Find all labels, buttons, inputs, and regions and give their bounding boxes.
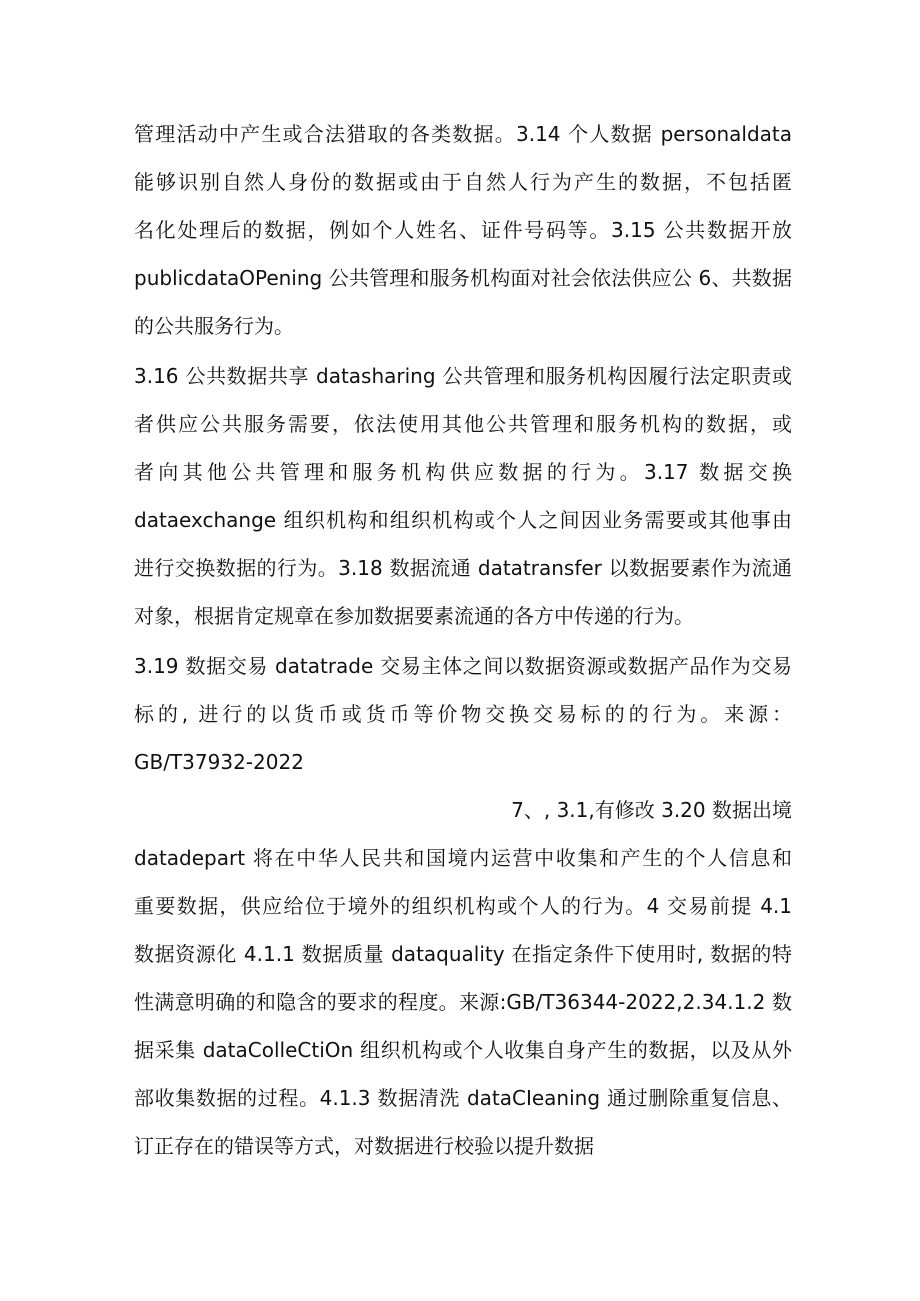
text-line-21: 部收集数据的过程。4.1.3 数据清洗 dataCIeaning 通过删除重复信息、	[134, 1086, 792, 1110]
text-line-4: publicdataOPening 公共管理和服务机构面对社会依法供应公 6、共数据	[134, 266, 792, 290]
text-line-19: 性满意明确的和隐含的要求的程度。来源:GB/T36344-2022,2.34.1.2 数	[134, 990, 792, 1014]
text-line-7: 者供应公共服务需要，依法使用其他公共管理和服务机构的数据，或	[134, 412, 792, 436]
text-line-1: 管理活动中产生或合法猎取的各类数据。3.14 个人数据 personaldata	[134, 122, 792, 146]
text-line-5: 的公共服务行为。	[134, 314, 294, 338]
text-line-13: 标的, 进行的以货币或货币等价物交换交易标的的行为。来源：	[134, 702, 792, 726]
text-line-10: 进行交换数据的行为。3.18 数据流通 datatransfer 以数据要素作为流通	[134, 556, 792, 580]
text-line-2: 能够识别自然人身份的数据或由于自然人行为产生的数据，不包括匿	[134, 170, 792, 194]
text-line-18: 数据资源化 4.1.1 数据质量 dataquality 在指定条件下使用时, 数据的特	[134, 942, 792, 966]
text-line-12: 3.19 数据交易 datatrade 交易主体之间以数据资源或数据产品作为交易	[134, 654, 792, 678]
text-line-22: 订正存在的错误等方式，对数据进行校验以提升数据	[134, 1134, 594, 1158]
text-line-16: datadepart 将在中华人民共和国境内运营中收集和产生的个人信息和	[134, 846, 792, 870]
text-line-9: dataexchange 组织机构和组织机构或个人之间因业务需要或其他事由	[134, 508, 792, 532]
text-line-3: 名化处理后的数据，例如个人姓名、证件号码等。3.15 公共数据开放	[134, 218, 792, 242]
text-line-17: 重要数据，供应给位于境外的组织机构或个人的行为。4 交易前提 4.1	[134, 894, 792, 918]
text-line-8: 者向其他公共管理和服务机构供应数据的行为。3.17 数据交换	[134, 460, 792, 484]
text-line-6: 3.16 公共数据共享 datasharing 公共管理和服务机构因履行法定职责或	[134, 364, 792, 388]
text-line-14: GB/T37932-2022	[134, 750, 304, 774]
text-line-20: 据采集 dataColleCtiOn 组织机构或个人收集自身产生的数据，以及从外	[134, 1038, 792, 1062]
text-line-15: 7、, 3.1,有修改 3.20 数据出境	[511, 798, 792, 822]
text-line-11: 对象，根据肯定规章在参加数据要素流通的各方中传递的行为。	[134, 604, 694, 628]
